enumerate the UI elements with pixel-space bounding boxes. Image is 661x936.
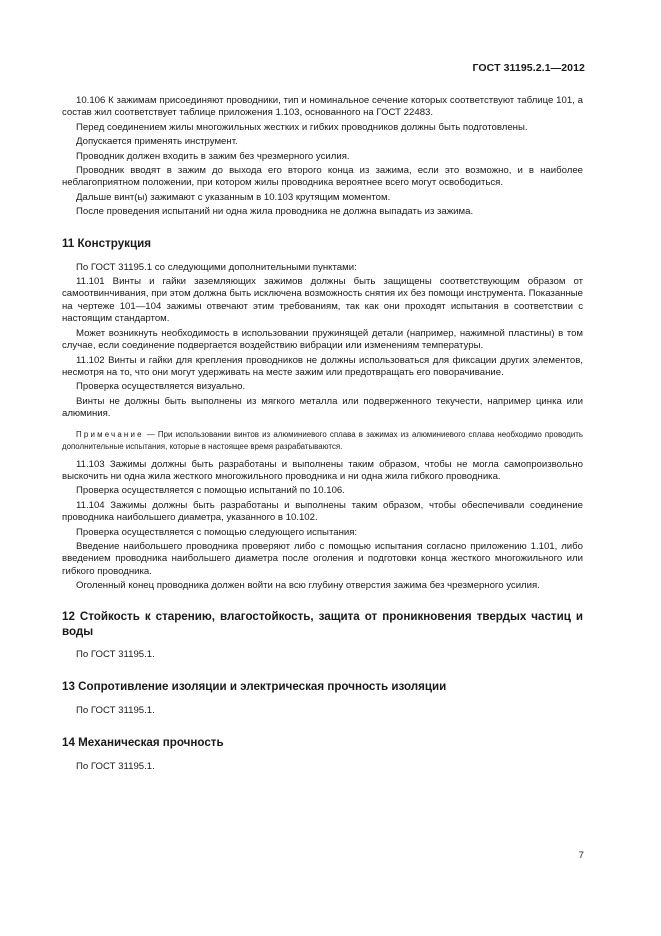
paragraph: Введение наибольшего проводника проверяют либо с помощью испытания согласно приложению 1.101, либо введением проводника наибольшего диаметра после оголения и подготовки конца жесткого многожильного или гибкого проводника. xyxy=(62,540,583,577)
paragraph: Проверка осуществляется с помощью испытаний по 10.106. xyxy=(76,485,345,497)
paragraph: Проверка осуществляется визуально. xyxy=(76,381,246,393)
section-heading-11: 11 Конструкция xyxy=(62,236,151,250)
paragraph: После проведения испытаний ни одна жила проводника не должна выпадать из зажима. xyxy=(76,206,474,218)
paragraph: По ГОСТ 31195.1 со следующими дополнительными пунктами: xyxy=(76,261,357,273)
paragraph: Дальше винт(ы) зажимают с указанным в 10.103 крутящим моментом. xyxy=(76,191,391,203)
section-heading-13: 13 Сопротивление изоляции и электрическая прочность изоляции xyxy=(62,680,447,693)
section-heading-14: 14 Механическая прочность xyxy=(62,736,224,750)
paragraph: Винты не должны быть выполнены из мягкого металла или подверженного текучести, например цинка или алюминия. xyxy=(62,395,583,420)
paragraph: 11.103 Зажимы должны быть разработаны и выполнены таким образом, чтобы не могла самопроизвольно выскочить ни одна жила жесткого многожильного проводника и ни одна жила гибкого проводника. xyxy=(62,458,583,482)
section-heading-12: 12 Стойкость к старению, влагостойкость, защита от проникновения твердых частиц и воды xyxy=(62,609,583,638)
paragraph: Проводник должен входить в зажим без чрезмерного усилия. xyxy=(76,150,350,162)
paragraph: 11.102 Винты и гайки для крепления проводников не должны использоваться для фиксации других элементов, несмотря на то, что они могут удерживать на месте зажим или предотвращать его поворачивание. xyxy=(62,354,583,378)
page-number: 7 xyxy=(578,850,584,861)
document-header: ГОСТ 31195.2.1—2012 xyxy=(472,62,585,74)
paragraph: 10.106 К зажимам присоединяют проводники, тип и номинальное сечение которых соответствуют таблице 101, а состав жил соответствует таблице приложения 1.103, основанного на ГОСТ 22483. xyxy=(62,95,583,119)
paragraph: Оголенный конец проводника должен войти на всю глубину отверстия зажима без чрезмерного усилия. xyxy=(76,580,540,592)
paragraph: Допускается применять инструмент. xyxy=(76,136,238,148)
note xyxy=(62,429,583,453)
paragraph: По ГОСТ 31195.1. xyxy=(76,761,155,773)
paragraph: Перед соединением жилы многожильных жестких и гибких проводников должны быть подготовлены. xyxy=(76,121,528,133)
paragraph: Может возникнуть необходимость в использовании пружинящей детали (например, нажимной пластины) в том случае, если соединение подвергается воздействию вибрации или изменениям температуры. xyxy=(62,327,583,352)
paragraph: Проверка осуществляется с помощью следующего испытания: xyxy=(76,526,358,538)
paragraph: Проводник вводят в зажим до выхода его второго конца из зажима, если это возможно, и в наиболее неблагоприятном положении, при котором жилы проводника вероятнее всего могут освободиться. xyxy=(62,165,583,189)
note-label: Примечание xyxy=(76,429,144,439)
paragraph: По ГОСТ 31195.1. xyxy=(76,705,155,716)
paragraph: По ГОСТ 31195.1. xyxy=(76,648,155,660)
paragraph: 11.101 Винты и гайки заземляющих зажимов должны быть защищены соответствующим образом от самоотвинчивания, при этом должна быть исключена возможность снятия их без помощи инструмента. Показанные на чертеже 101—104 зажимы отвечают этим требованиям, так как они проходят испытания в соответствии с настоящим стандартом. xyxy=(62,276,583,325)
section-11 xyxy=(62,262,583,593)
section-10-106 xyxy=(62,95,583,219)
note-text: — При использовании винтов из алюминиевого сплава в зажимах из алюминиевого сплава необходимо проводить дополнительные испытания, которые в настоящее время разрабатываются. xyxy=(62,429,583,451)
document-body xyxy=(62,95,583,776)
paragraph: 11.104 Зажимы должны быть разработаны и выполнены таким образом, чтобы обеспечивали соединение проводника наибольшего диаметра, указанного в 10.102. xyxy=(62,499,583,524)
